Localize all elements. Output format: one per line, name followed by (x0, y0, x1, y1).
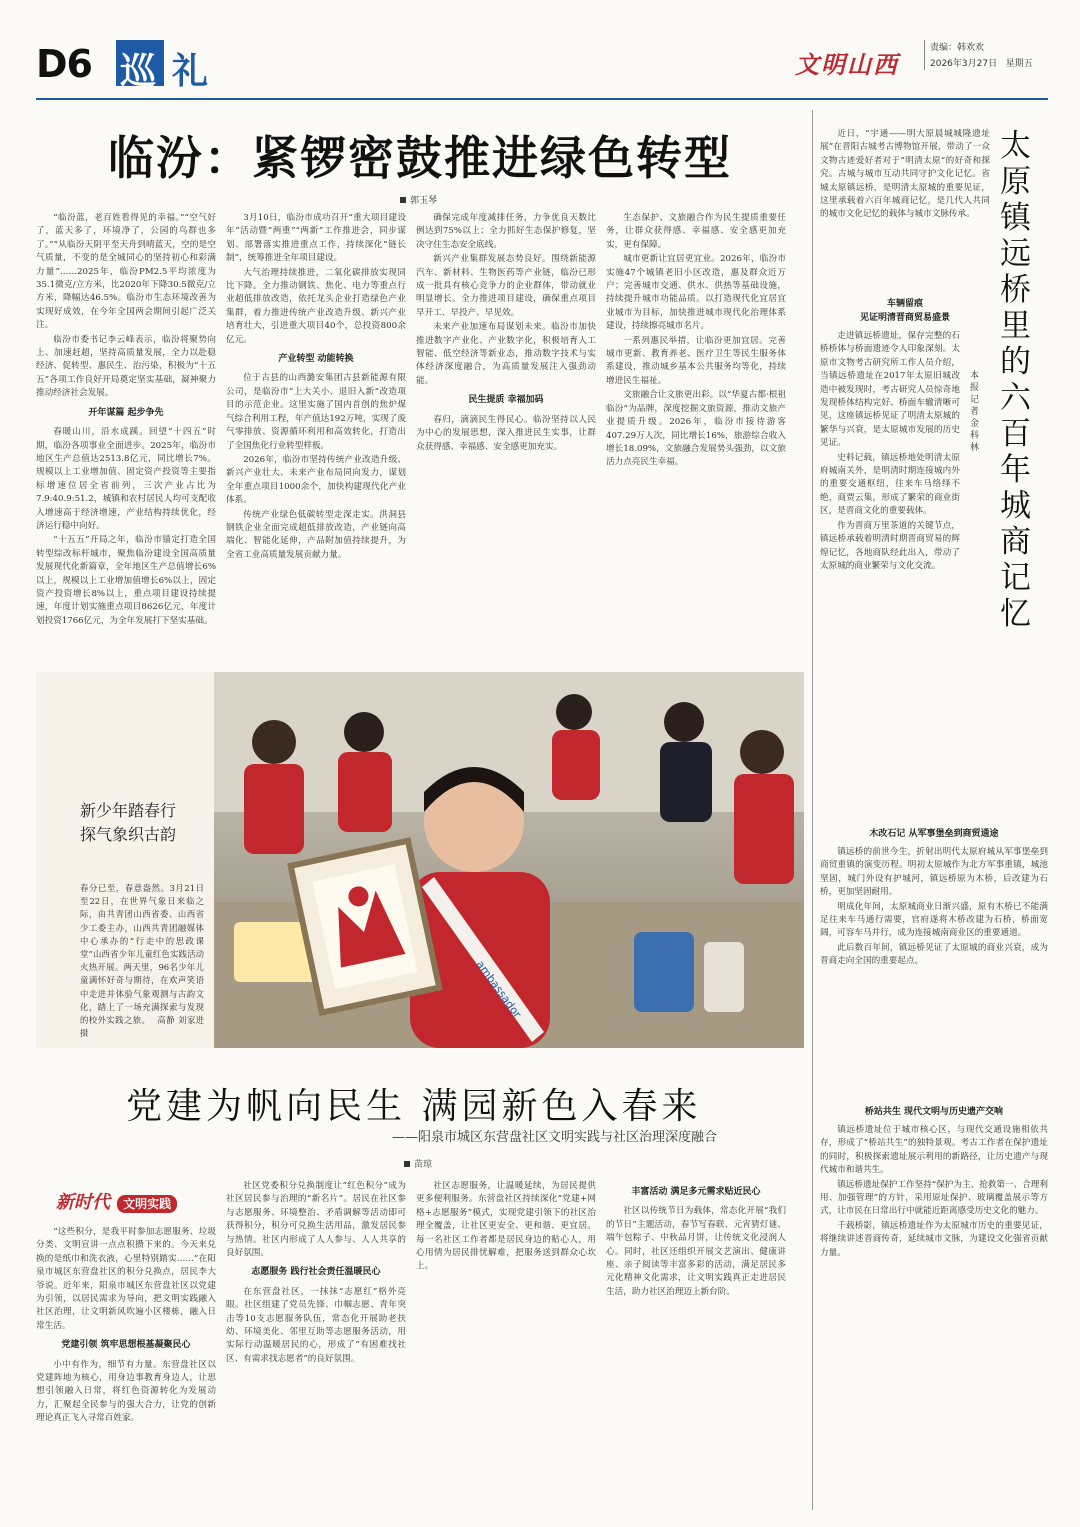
article2-title: 党建为帆向民生 满园新色入春来 (126, 1086, 702, 1127)
paragraph: 未来产业加速布局谋划未来。临汾市加快推进数字产业化、产业数字化，积极培育人工智能、低空经济等新业态，推动数字技术与实体经济深度融合，为高质量发展注入强劲动能。 (416, 322, 596, 386)
paragraph: 此后数百年间，镇远桥见证了太原城的商业兴衰，成为晋商走向全国的重要起点。 (820, 942, 1048, 967)
article2-subtitle: ——阳泉市城区东营盘社区文明实践与社区治理深度融合 (392, 1130, 718, 1145)
paragraph: 镇远桥遗址保护工作坚持“保护为主、抢救第一、合理利用、加强管理”的方针，采用原址保护、玻璃覆盖展示等方式，让市民在日常出行中就能近距离感受历史文化的魅力。 (820, 1179, 1048, 1217)
paragraph: 社区志愿服务，让温暖延续，为居民提供更多便利服务。东营盘社区持续深化“党建+网格+志愿服务”模式，实现党建引领下的社区治理全覆盖，让社区更安全、更和谐、更宜居。每一名社区工作者都是居民身边的贴心人，用心用情为居民排忧解难，把服务送到群众心坎上。 (416, 1181, 596, 1272)
article1-col4-lead (606, 212, 786, 470)
civilization-logo (56, 1188, 196, 1218)
section-logo (116, 38, 226, 92)
article1-col3-body (416, 414, 596, 454)
weekday-label: 星期五 (1005, 59, 1033, 69)
article2-author-box (404, 1157, 432, 1170)
paragraph: “十五五”开局之年，临汾市锚定打造全国转型综改标杆城市，聚焦临汾建设全国高质量发展现代化新篇章，全年地区生产总值增长6%以上，规模以上工业增加值增长6%以上，固定资产投资增长8%以上，重点项目建设持续提速，年度计划实施重点项目8626亿元，年度计划投资1766亿元，为全年发展打下坚实基础。 (36, 535, 216, 626)
article2-col4-body (606, 1205, 786, 1299)
photo-byline: 高静 刘家进 摄 (80, 1015, 204, 1039)
paragraph: 传统产业绿色低碳转型走深走实。洪洞县钢铁企业全面完成超低排放改造，产业链向高端化、智能化延伸，产品附加值持续提升，为全省工业高质量发展贡献力量。 (226, 509, 406, 560)
article1-subhead-3: 民生提质 幸福加码 (468, 395, 544, 406)
sidebar-byline: 本报记者 金科林 (970, 371, 980, 453)
article1-title: 临汾：紧锣密鼓推进绿色转型 (108, 131, 732, 185)
paragraph: 3月10日，临汾市成功召开“重大项目建设年”活动暨“两重”“两新”工作推进会，同步谋划、部署落实推进重点工作，持续深化“链长制”，统筹推进全年项目建设。 (226, 213, 406, 264)
article2-col1-body (36, 1359, 216, 1426)
paragraph: 大气治理持续推进，二氧化碳排放实现同比下降。全力推动钢铁、焦化、电力等重点行业超低排放改造，依托龙头企业打造绿色产业集群，着力推进传统产业改造升级、新兴产业培育壮大，引进重大项目40个，总投资800余亿元。 (226, 267, 406, 345)
article1-col1-lead (36, 212, 216, 401)
paragraph: 春暖山川，沿水成蹊。回望“十四五”时期，临汾各项事业全面进步。2025年，临汾市地区生产总值达2513.8亿元，同比增长7%。规模以上工业增加值、固定资产投资等主要指标增速位居全省前列，三次产业占比为7.9:40.9:51.2，城镇和农村居民人均可支配收入增速高于经济增速，产业结构持续优化，经济运行稳中向好。 (36, 427, 216, 531)
paragraph: 在东营盘社区，一抹抹“志愿红”格外亮眼。社区组建了党员先锋、巾帼志愿、青年突击等10支志愿服务队伍，常态化开展助老扶幼、环境美化、邻里互助等志愿服务活动，用实际行动温暖居民的心，形成了“有困难找社区、有需求找志愿者”的良好氛围。 (226, 1286, 406, 1364)
paragraph: 春归，滴滴民生得民心。临汾坚持以人民为中心的发展思想，深入推进民生实事，让群众获得感、幸福感、安全感更加充实。 (416, 414, 596, 452)
logo-part-1: 新时代 (56, 1192, 110, 1213)
article2-col-4 (606, 1180, 786, 1516)
photo-title-1: 新少年踏春行 (80, 801, 177, 820)
article1-col1-body (36, 426, 216, 628)
section-logo-char-1: 巡 (120, 51, 157, 92)
sidebar-intro-text: 近日，“宇通——明大原晨城城隆遗址展”在晋阳古城考古博物馆开展，带动了一众文物古迹爱好者对于“明清太原”的好奇和探究。古城与城市互动共同守护文化记忆。省城太原镇远桥，是明清太原城的重要见证，这里承载着六百年城商记忆，是几代人共同的城市文化记忆的载体与城市文脉传承。 (820, 129, 990, 220)
sidebar-subhead-0: 车辆留痕 (886, 299, 923, 309)
sidebar-title: 太原镇远桥里的六百年城商记忆 (1000, 128, 1031, 632)
paragraph: 社区以传统节日为载体，常态化开展“我们的节日”主题活动，春节写春联、元宵猜灯谜、端午包粽子、中秋品月饼，让传统文化浸润人心。同时，社区还组织开展文艺演出、健康讲座、亲子阅读等丰富多彩的活动，满足居民多元化精神文化需求，让文明实践真正走进居民生活，助力社区治理迈上新台阶。 (606, 1206, 786, 1297)
paragraph: 千载桥影，镇远桥遗址作为太原城市历史的重要见证，将继续讲述晋商传奇，延续城市文脉，为建设文化强省贡献力量。 (820, 1220, 1048, 1258)
masthead-info (930, 40, 1033, 72)
paragraph: 一系列惠民举措，让临汾更加宜居。完善城市更新、教育养老、医疗卫生等民生服务体系建设，推动城乡基本公共服务均等化，持续增进民生福祉。 (606, 335, 786, 386)
paragraph: 临汾市委书记李云峰表示，临汾将聚势向上、加速赶超，坚持高质量发展，全力以赴稳经济、促转型、惠民生、治污染，积极为“十五五”各项工作良好开局奠定坚实基础，凝神聚力推动经济社会发展。 (36, 334, 216, 399)
date-label: 2026年3月27日 (930, 59, 998, 69)
photo-title-2: 探气象织古韵 (80, 825, 177, 844)
article2-col2-body (226, 1286, 406, 1366)
paragraph: 社区党委积分兑换制度让“红色积分”成为社区居民参与治理的“新名片”。居民在社区参与志愿服务、环境整治、矛盾调解等活动即可获得积分，积分可兑换生活用品，激发居民参与热情。社区内形成了人人参与、人人共享的良好氛围。 (226, 1181, 406, 1259)
article2-author: 苗琼 (414, 1160, 433, 1170)
article2-subhead-2: 志愿服务 践行社会责任温暖民心 (251, 1267, 381, 1278)
paragraph: “临汾蓝，老百姓看得见的幸福。”“空气好了，蓝天多了，环境净了，公园的鸟群也多了。”“从临汾天阴平至天舟到晴蓝天，空的是空气质量，不变的是全城同心的坚持初心和彩满力量”……2025年，临汾PM2.5平均浓度为35.1微克/立方米，比2020年下降30.5微克/立方米，降幅达46.5%。临汾市生态环境改善为实现好成效，在今年全国两会期间引起广泛关注。 (36, 213, 216, 331)
editor-label: 责编：韩欢欢 (930, 43, 985, 53)
article1-subhead-1: 开年谋篇 起步争先 (88, 407, 164, 418)
paragraph: 新兴产业集群发展态势良好。围绕新能源汽车、新材料、生物医药等产业链，临汾已形成一批具有核心竞争力的企业群体，带动就业明显增长。全力推进项目建设，确保重点项目早开工、早投产、早见效。 (416, 254, 596, 318)
paragraph: 镇远桥的前世今生，折射出明代太原府城从军事堡垒到商贸重镇的演变历程。明初太原城作为北方军事重镇，城池坚固，城门外设有护城河，镇远桥原为木桥，后改建为石桥，更加坚固耐用。 (820, 847, 1048, 898)
paragraph: “这些积分，是我平时参加志愿服务、垃圾分类、文明宣讲一点点积攒下来的。今天来兑换的是纸巾和洗衣液，心里特别踏实……”在阳泉市城区东营盘社区的积分兑换点，居民李大爷说。近年来，阳泉市城区东营盘社区以党建为引领，以居民需求为导向，把文明实践融入社区治理，让文明新风吹遍小区楼栋，融入日常生活。 (36, 1227, 216, 1331)
paragraph: 2026年，临汾市坚持传统产业改造升级、新兴产业壮大、未来产业布局同向发力，谋划全年重点项目1000余个，加快构建现代化产业体系。 (226, 454, 406, 506)
article2-col-2 (226, 1180, 406, 1516)
photo-caption: 春分已至，春意盎然。3月21日至22日，在世界气象日来临之际，由共青团山西省委、山西省少工委主办，山西共青团融媒体中心承办的“行走中的思政课堂”山西省少年儿童红色实践活动火热开展。两天里，96名少年儿童满怀好奇与期待，在欢声笑语中走进并体验气象观测与古韵文化，踏上了一场充满探索与发现的校外实践之旅。 (80, 883, 204, 1026)
article1-col-3 (416, 212, 596, 642)
article1-author-box (400, 193, 437, 206)
logo-part-2: 文明实践 (117, 1195, 177, 1213)
photo-story-textbox (36, 672, 215, 1048)
paragraph: 生态保护、文旅融合作为民生提质重要任务，让群众获得感、幸福感、安全感更加充实，更有保障。 (606, 213, 786, 250)
paragraph: 史料记载，镇远桥地处明清太原府城南关外，是明清时期连接城内外的重要交通枢纽，往来车马络绎不绝，商贾云集，形成了繁荣的商业街区，是晋商文化的重要载体。 (820, 452, 960, 517)
article2-col-1 (36, 1226, 216, 1516)
article1-col2-lead (226, 212, 406, 347)
sidebar-divider (812, 110, 813, 1510)
article1-col-2 (226, 212, 406, 642)
article1-col-4 (606, 212, 786, 642)
sidebar-col2-body (820, 846, 1048, 969)
article2-subhead-4: 丰富活动 满足多元需求贴近民心 (631, 1187, 761, 1197)
article2-col-3 (416, 1180, 596, 1516)
paragraph: 作为晋商万里茶道的关键节点，镇远桥承载着明清时期晋商贸易的辉煌记忆，各地商队经此出入，带动了太原城的商业繁荣与文化交流。 (820, 520, 960, 571)
photo-story-box (36, 672, 804, 1048)
paragraph: 明成化年间，太原城商业日渐兴盛，原有木桥已不能满足往来车马通行需要，官府遂将木桥改建为石桥，桥面宽阔，可容车马并行，成为连接城南商业区的重要通道。 (820, 901, 1048, 939)
page-number: D6 (36, 42, 92, 86)
paragraph: 确保完成年度减排任务，力争优良天数比例达到75%以上；全力抓好生态保护修复，坚决守住生态安全底线。 (416, 213, 596, 250)
sidebar-subhead-2: 桥站共生 现代文明与历史遗产交响 (864, 1107, 1004, 1117)
sidebar-subhead-1: 木改石记 从军事堡垒到商贸通途 (869, 829, 999, 839)
article1-author: 郭玉琴 (410, 196, 438, 206)
sash-text: ambassador (473, 958, 524, 1021)
article2-col1-lead (36, 1226, 216, 1333)
article1-subhead-2: 产业转型 动能转换 (278, 354, 354, 365)
photo-image (214, 672, 804, 1048)
paragraph: 镇远桥遗址位于城市核心区，与现代交通设施相依共存，形成了“桥站共生”的独特景观。考古工作者在保护遗址的同时，积极探索遗址展示利用的新路径，让历史遗产与现代城市和谐共生。 (820, 1125, 1048, 1176)
paragraph: 小中有作为，细节有力量。东营盘社区以党建阵地为核心，用身边事教育身边人，让思想引领融入日常，将红色资源转化为发展动力，汇聚起全民参与的强大合力，让党的创新理论真正飞入寻常百姓家。 (36, 1359, 216, 1424)
sidebar-intro (820, 128, 990, 288)
sidebar-subhead-0b: 见证明清晋商贸易盛景 (859, 313, 950, 323)
brand-logo: 文明山西 (795, 50, 899, 79)
paragraph: 文旅融合让文旅更出彩。以“华夏古都·根祖临汾”为品牌，深度挖掘文旅资源，推动文旅产业提质升级。2026年，临汾市接待游客407.29万人次，同比增长16%，旅游综合收入增长18.09%，文旅融合发展势头强劲，以文旅活力点亮民生幸福。 (606, 390, 786, 468)
article1-col2-body (226, 372, 406, 562)
masthead-rule (36, 98, 1048, 100)
sidebar-col-3 (820, 1124, 1048, 1514)
article2-col3-lead (416, 1180, 596, 1274)
sidebar-col-2 (820, 846, 1048, 1086)
article1-col-1 (36, 212, 216, 642)
section-logo-char-2: 礼 (172, 51, 209, 92)
paragraph: 位于古县的山西潞安集团古县新能源有限公司，是临汾市“上大关小、退旧入新”改造项目的示范企业。这里实施了国内首创的焦炉煤气综合利用工程，年产值达192万吨，实现了废气零排放、资源循环利用和高效转化，打造出了全国焦化行业转型样板。 (226, 373, 406, 451)
sidebar-col1-body (820, 330, 960, 573)
article1-col3-lead (416, 212, 596, 388)
sidebar-col-1 (820, 330, 960, 810)
article2-subhead-1: 党建引领 筑牢思想根基凝聚民心 (61, 1340, 191, 1351)
paragraph: 走进镇远桥遗址，保存完整的石桥桥体与桥面遗迹令人印象深刻。太原市文物考古研究所工作人员介绍，当镇远桥遗址在2017年太原旧城改造中被发现时，考古研究人员惊奇地发现桥体结构完好、桥面车辙清晰可见，这座镇远桥见证了明清太原城的繁华与兴衰，是太原城市发展的历史见证。 (820, 331, 960, 449)
article2-col2-lead (226, 1180, 406, 1260)
sidebar-col3-body (820, 1124, 1048, 1260)
photo-illustration (214, 672, 804, 1048)
paragraph: 城市更新让宜居更宜业。2026年，临汾市实施47个城镇老旧小区改造，惠及群众近万户；完善城市交通、供水、供热等基础设施，持续提升城市功能品质。以打造现代化宜居宜业城市为目标，加快推进城市现代化治理体系建设，持续擦亮城市名片。 (606, 254, 786, 332)
